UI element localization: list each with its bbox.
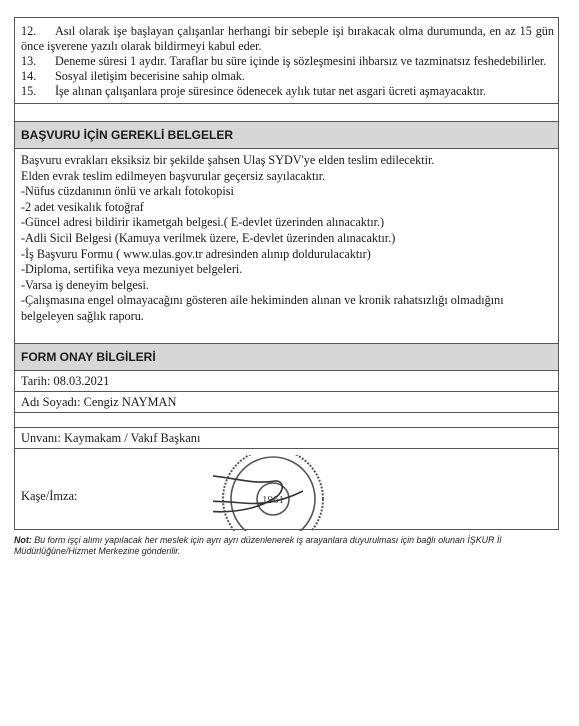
rule-item — [21, 84, 554, 99]
footnote — [14, 535, 559, 557]
official-seal-with-signature-icon — [213, 455, 348, 531]
rule-text: Sosyal iletişim becerisine sahip olmak. — [55, 69, 245, 83]
rule-item — [21, 54, 554, 69]
document-item: -Diploma, sertifika veya mezuniyet belgeleri. — [21, 262, 243, 277]
document-item: -Nüfus cüzdanının önlü ve arkalı fotokopisi — [21, 184, 234, 199]
form-table — [14, 17, 559, 530]
rule-item — [21, 69, 554, 84]
section-spacer — [15, 103, 558, 121]
documents-list — [15, 149, 558, 343]
rule-number: 13. — [21, 54, 37, 68]
footnote-label: Not: — [14, 534, 32, 545]
rule-number: 15. — [21, 84, 37, 98]
document-item: -Adli Sicil Belgesi (Kamuya verilmek üzere, E-devlet üzerinden alınacaktır.) — [21, 230, 396, 245]
document-item: -2 adet vesikalık fotoğraf — [21, 199, 144, 214]
rule-item — [21, 24, 554, 54]
rule-text: İşe alınan çalışanlara proje süresince ödenecek aylık tutar net asgari ücreti aşmayacaktır. — [55, 84, 487, 98]
name-row: Adı Soyadı: Cengiz NAYMAN — [15, 392, 558, 413]
title-row: Unvanı: Kaymakam / Vakıf Başkanı — [15, 428, 558, 449]
form-page — [14, 17, 559, 557]
documents-section-header: BAŞVURU İÇİN GEREKLİ BELGELER — [15, 121, 558, 149]
stamp-signature-row — [15, 449, 558, 530]
rule-number: 14. — [21, 69, 37, 83]
stamp-label: Kaşe/İmza: — [21, 488, 78, 503]
rule-number: 12. — [21, 24, 37, 38]
blank-row — [15, 413, 558, 428]
footnote-text: Bu form işçi alımı yapılacak her meslek için ayrı ayrı düzenlenerek iş arayanlara duyurulması için bağlı olunan İŞKUR İl Müdürlüğüne/Hizmet Merkezine gönderilir. — [14, 534, 502, 556]
date-row: Tarih: 08.03.2021 — [15, 371, 558, 392]
document-item: -Güncel adresi bildirir ikametgah belgesi.( E-devlet üzerinden alınacaktır.) — [21, 215, 385, 230]
document-item: -Varsa iş deneyim belgesi. — [21, 277, 149, 292]
documents-intro: Elden evrak teslim edilmeyen başvurular geçersiz sayılacaktır. — [21, 168, 326, 183]
document-item: -Çalışmasına engel olmayacağını gösteren aile hekiminden alınan ve kronik rahatsızlığı olmadığını belgeleyen sağlık raporu. — [21, 293, 504, 323]
approval-section-header: FORM ONAY BİLGİLERİ — [15, 343, 558, 371]
document-item: -İş Başvuru Formu ( www.ulas.gov.tr adresinden alınıp doldurulacaktır) — [21, 246, 371, 261]
seal-year: 1961 — [262, 493, 284, 506]
rule-text: Deneme süresi 1 aydır. Taraflar bu süre içinde iş sözleşmesini ihbarsız ve tazminatsız feshedebilirler. — [55, 54, 547, 68]
rule-text: Asıl olarak işe başlayan çalışanlar herhangi bir sebeple işi bırakacak olma durumunda, en az 15 gün önce işverene yazılı olarak bildirmeyi kabul eder. — [21, 24, 554, 53]
rules-list — [15, 18, 558, 103]
spacer — [21, 325, 554, 339]
documents-intro: Başvuru evrakları eksiksiz bir şekilde şahsen Ulaş SYDV'ye elden teslim edilecektir. — [21, 153, 435, 167]
